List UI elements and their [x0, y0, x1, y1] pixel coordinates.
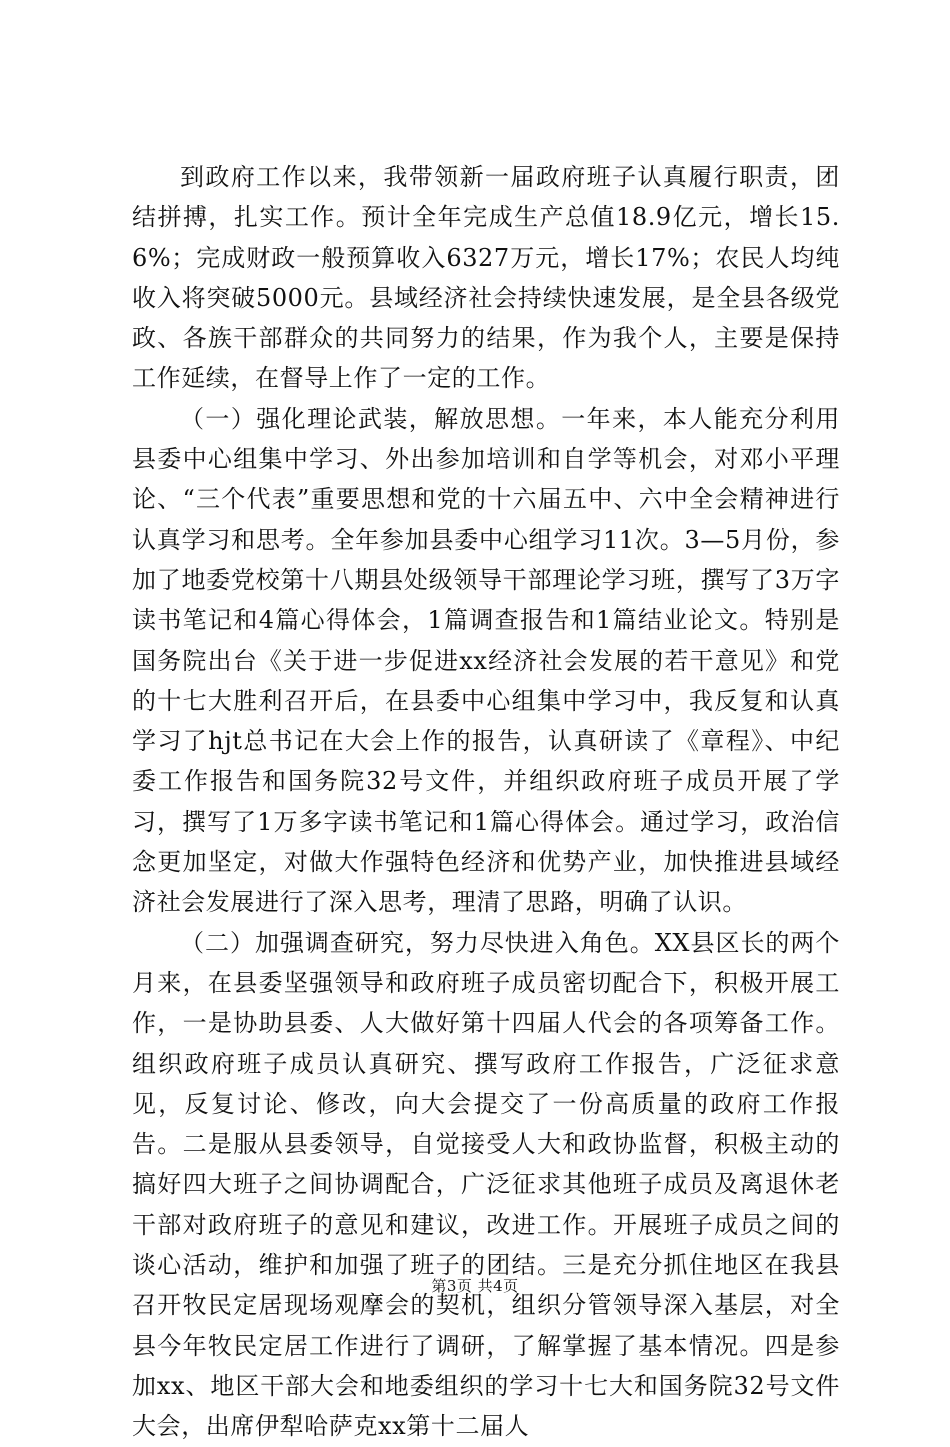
paragraph-section-2: （二）加强调查研究，努力尽快进入角色。XX县区长的两个月来，在县委坚强领导和政府班子成员密切配合下，积极开展工作，一是协助县委、人大做好第十四届人代会的各项筹备工作。组织政府班子成员认真研究、撰写政府工作报告，广泛征求意见，反复讨论、修改，向大会提交了一份高质量的政府工作报告。二是服从县委领导，自觉接受人大和政协监督，积极主动的搞好四大班子之间协调配合，广泛征求其他班子成员及离退休老干部对政府班子的意见和建议，改进工作。开展班子成员之间的谈心活动，维护和加强了班子的团结。三是充分抓住地区在我县召开牧民定居现场观摩会的契机，组织分管领导深入基层，对全县今年牧民定居工作进行了调研，了解掌握了基本情况。四是参加xx、地区干部大会和地委组织的学习十七大和国务院32号文件大会，出席伊犁哈萨克xx第十二届人 [132, 928, 840, 1441]
paragraph-intro: 到政府工作以来，我带领新一届政府班子认真履行职责，团结拼搏，扎实工作。预计全年完成生产总值18.9亿元，增长15.6%；完成财政一般预算收入6327万元，增长17%；农民人均纯收入将突破5000元。县域经济社会持续快速发展，是全县各级党政、各族干部群众的共同努力的结果，作为我个人，主要是保持工作延续，在督导上作了一定的工作。 [132, 163, 840, 393]
paragraph-section-1: （一）强化理论武装，解放思想。一年来，本人能充分利用县委中心组集中学习、外出参加培训和自学等机会，对邓小平理论、“三个代表”重要思想和党的十六届五中、六中全会精神进行认真学习和思考。全年参加县委中心组学习11次。3—5月份，参加了地委党校第十八期县处级领导干部理论学习班，撰写了3万字读书笔记和4篇心得体会，1篇调查报告和1篇结业论文。特别是国务院出台《关于进一步促进xx经济社会发展的若干意见》和党的十七大胜利召开后，在县委中心组集中学习中，我反复和认真学习了hjt总书记在大会上作的报告，认真研读了《章程》、中纪委工作报告和国务院32号文件，并组织政府班子成员开展了学习，撰写了1万多字读书笔记和1篇心得体会。通过学习，政治信念更加坚定，对做大作强特色经济和优势产业，加快推进县域经济社会发展进行了深入思考，理清了思路，明确了认识。 [132, 404, 840, 917]
document-body [132, 157, 840, 1447]
page-footer: 第3页 共4页 [431, 1277, 519, 1295]
